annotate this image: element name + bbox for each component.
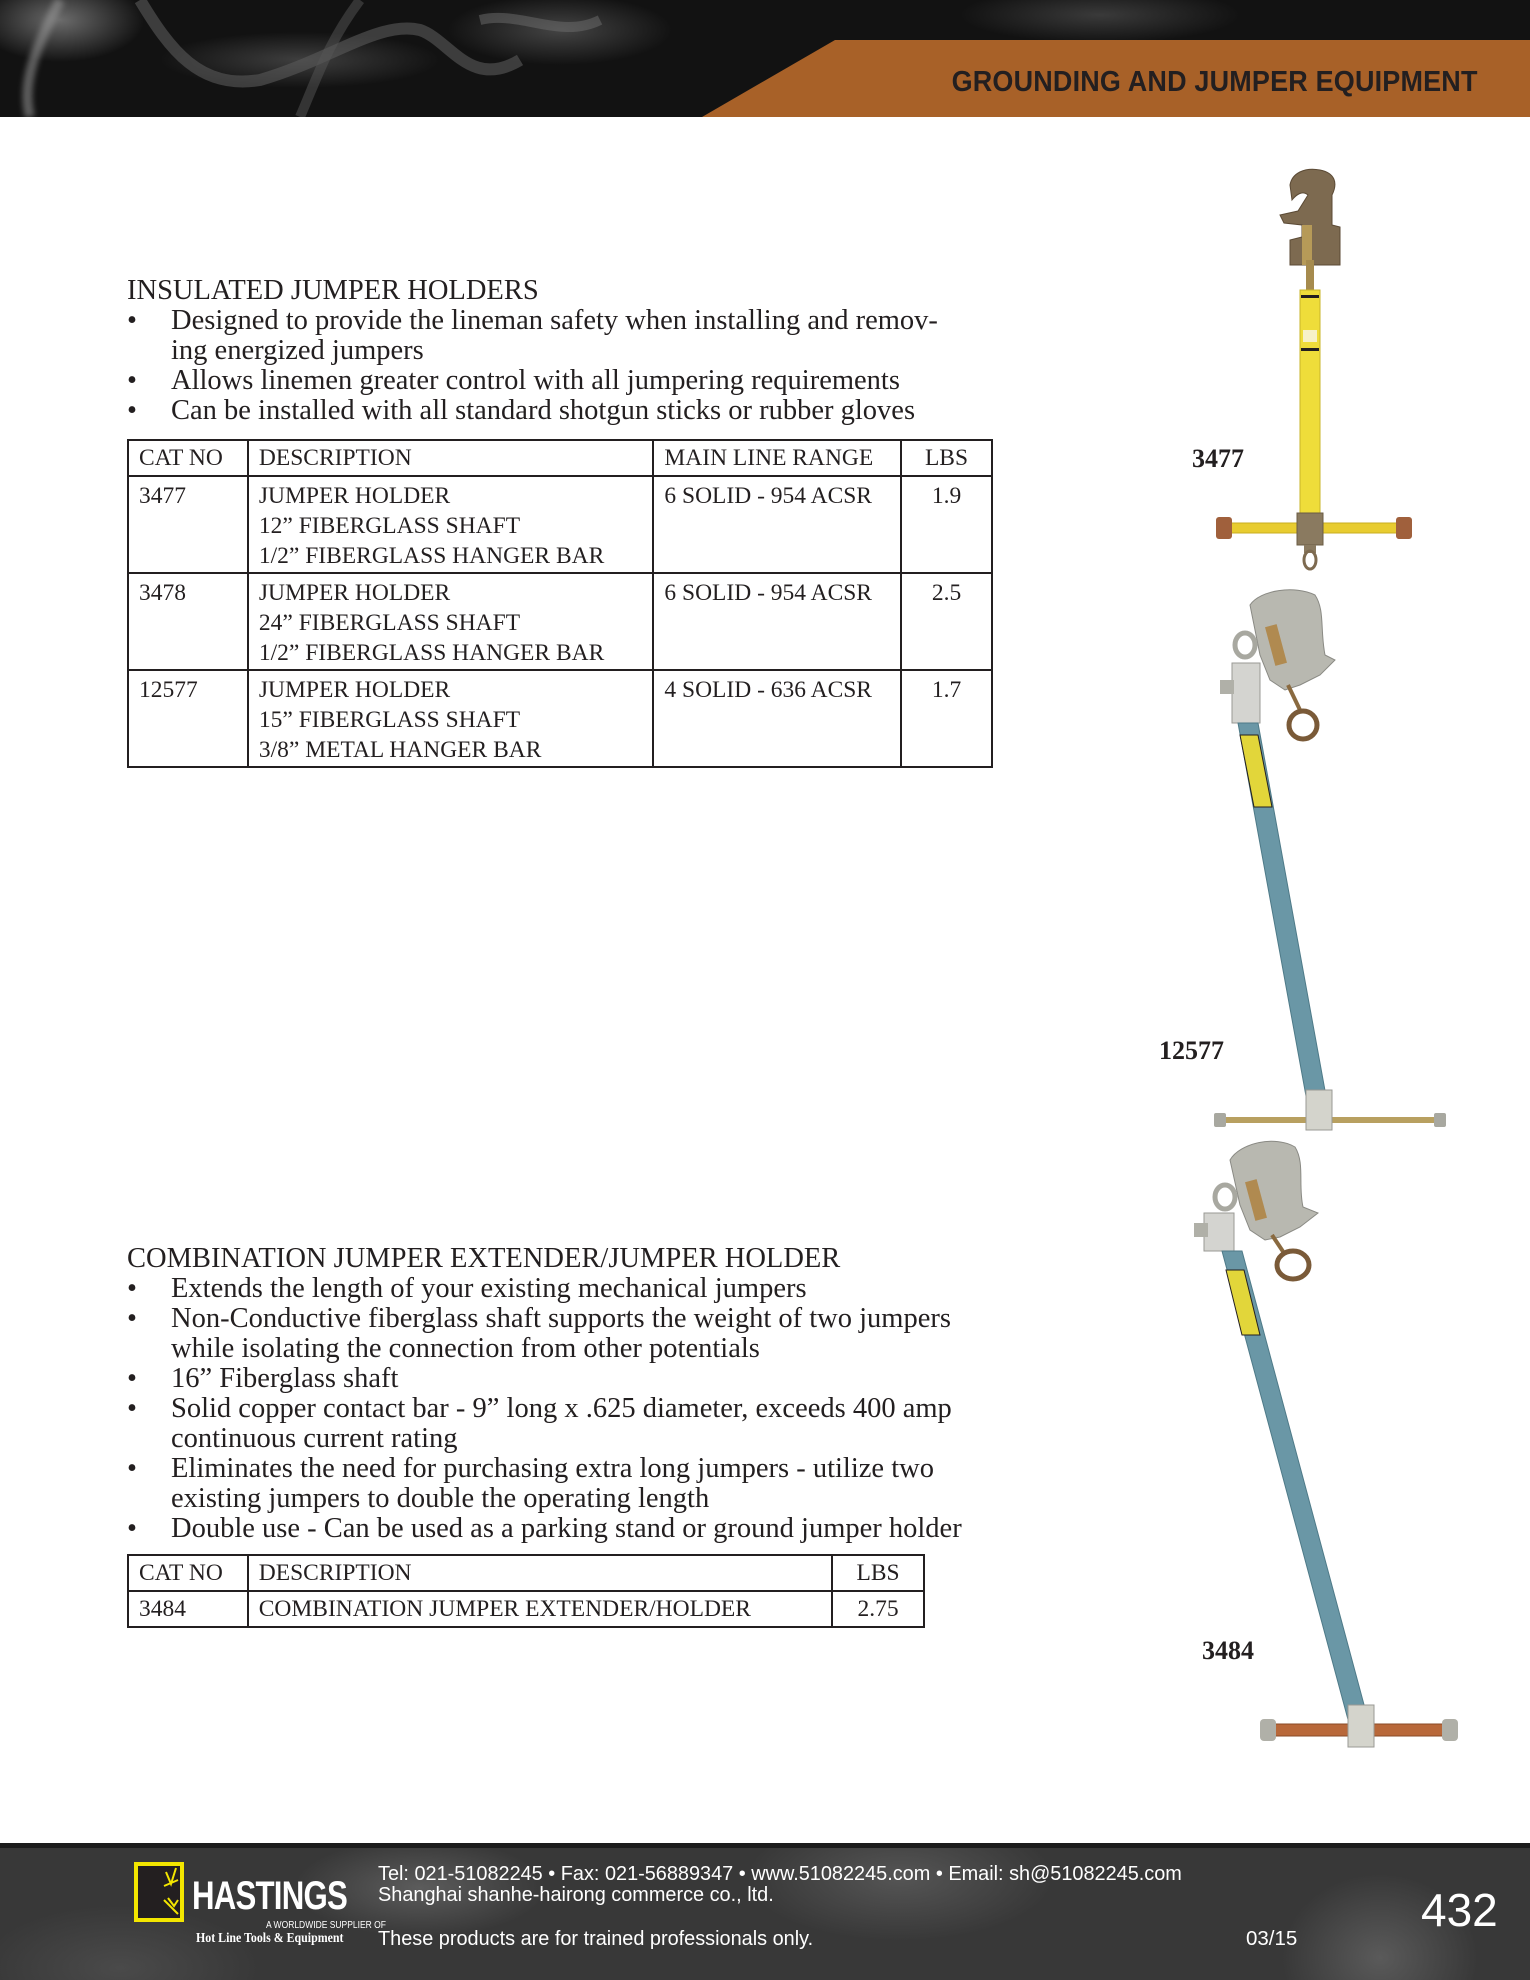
product-label-3484: 3484 (1202, 1636, 1254, 1665)
cat-no-cell: 12577 (128, 670, 248, 767)
list-item-text: Eliminates the need for purchasing extra long jumpers - utilize two (171, 1453, 934, 1484)
list-item (127, 1514, 1027, 1544)
table-header-row (128, 440, 992, 476)
list-item-text: continuous current rating (171, 1423, 458, 1454)
description-cell: COMBINATION JUMPER EXTENDER/HOLDER (248, 1591, 832, 1627)
bullet-icon: • (127, 1303, 137, 1334)
product-label-12577: 12577 (1159, 1036, 1224, 1065)
bullet-icon: • (127, 1453, 137, 1484)
product-image-12577 (1200, 585, 1460, 1145)
lbs-cell: 1.7 (901, 670, 992, 767)
description-line: JUMPER HOLDER (258, 483, 451, 509)
page-footer (0, 1843, 1530, 1980)
list-item-text: 16” Fiberglass shaft (171, 1363, 399, 1394)
lbs-cell: 2.5 (901, 573, 992, 670)
description-cell (248, 573, 653, 670)
lbs-cell: 2.75 (832, 1591, 924, 1627)
column-header-main-line-range: MAIN LINE RANGE (653, 440, 901, 476)
page-number: 432 (1421, 1884, 1498, 1936)
description-line: JUMPER HOLDER (258, 677, 451, 703)
list-item-text: Double use - Can be used as a parking stand or ground jumper holder (171, 1513, 962, 1544)
description-cell (248, 670, 653, 767)
list-item-text: Extends the length of your existing mechanical jumpers (171, 1273, 807, 1304)
table-row (128, 573, 992, 670)
list-item-text: Designed to provide the lineman safety when installing and remov- (171, 305, 938, 336)
logo-tagline-secondary: Hot Line Tools & Equipment (196, 1931, 344, 1946)
column-header-cat-no: CAT NO (128, 1555, 248, 1591)
description-line: 12” FIBERGLASS SHAFT (258, 513, 521, 539)
main-line-range-cell: 4 SOLID - 636 ACSR (653, 670, 901, 767)
section-title-combination-jumper-extender: COMBINATION JUMPER EXTENDER/JUMPER HOLDER (127, 1243, 841, 1274)
list-item-text: ing energized jumpers (171, 335, 424, 366)
date-code: 03/15 (1246, 1927, 1298, 1950)
list-item (127, 1274, 1027, 1304)
column-header-cat-no: CAT NO (128, 440, 248, 476)
cat-no-cell: 3477 (128, 476, 248, 573)
description-line: 3/8” METAL HANGER BAR (258, 737, 542, 763)
description-line: 1/2” FIBERGLASS HANGER BAR (258, 543, 605, 569)
list-item-text: while isolating the connection from other potentials (171, 1333, 760, 1364)
section-category-title: GROUNDING AND JUMPER EQUIPMENT (951, 66, 1478, 98)
list-item (127, 366, 1027, 396)
list-item-text: existing jumpers to double the operating length (171, 1483, 710, 1514)
main-line-range-cell: 6 SOLID - 954 ACSR (653, 476, 901, 573)
lightning-h-icon (138, 1866, 180, 1918)
logo-tagline: A WORLDWIDE SUPPLIER OF (266, 1920, 386, 1931)
description-line: JUMPER HOLDER (258, 580, 451, 606)
list-item (127, 1364, 1027, 1394)
main-line-range-cell: 6 SOLID - 954 ACSR (653, 573, 901, 670)
spec-table-combination-jumper-extender (127, 1554, 925, 1628)
bullet-icon: • (127, 1513, 137, 1544)
bullet-icon: • (127, 365, 137, 396)
bullet-icon: • (127, 1363, 137, 1394)
bullet-icon: • (127, 1273, 137, 1304)
column-header-description: DESCRIPTION (248, 440, 653, 476)
hastings-logo-mark (134, 1862, 184, 1922)
bullet-icon: • (127, 1393, 137, 1424)
header-section-tab (0, 0, 1530, 117)
list-item-text: Solid copper contact bar - 9” long x .625 diameter, exceeds 400 amp (171, 1393, 952, 1424)
column-header-description: DESCRIPTION (248, 1555, 832, 1591)
column-header-lbs: LBS (901, 440, 992, 476)
column-header-lbs: LBS (832, 1555, 924, 1591)
list-item-text: Non-Conductive fiberglass shaft supports the weight of two jumpers (171, 1303, 951, 1334)
feature-list-insulated-jumper-holders (127, 306, 1027, 426)
list-item-text: Can be installed with all standard shotgun sticks or rubber gloves (171, 395, 916, 426)
safety-disclaimer: These products are for trained professionals only. (378, 1927, 814, 1950)
yellow-fiberglass-shaft (1300, 290, 1320, 515)
cat-no-cell: 3478 (128, 573, 248, 670)
list-item (127, 396, 1027, 426)
cat-no-cell: 3484 (128, 1591, 248, 1627)
table-row (128, 670, 992, 767)
page-header (0, 0, 1530, 117)
list-item (127, 1394, 1027, 1454)
spec-table-insulated-jumper-holders (127, 439, 993, 768)
lbs-cell: 1.9 (901, 476, 992, 573)
table-header-row (128, 1555, 924, 1591)
bullet-icon: • (127, 395, 137, 426)
list-item (127, 1454, 1027, 1514)
description-line: 24” FIBERGLASS SHAFT (258, 610, 521, 636)
list-item (127, 1304, 1027, 1364)
hastings-logo-text: HASTINGS (192, 1874, 347, 1918)
product-image-3477 (1180, 165, 1440, 605)
contact-info: Tel: 021-51082245 • Fax: 021-56889347 • www.51082245.com • Email: sh@51082245.com (378, 1862, 1182, 1885)
description-cell (248, 476, 653, 573)
company-name: Shanghai shanhe-hairong commerce co., ltd. (378, 1883, 774, 1906)
list-item (127, 306, 1027, 366)
table-row (128, 476, 992, 573)
description-line: 15” FIBERGLASS SHAFT (258, 707, 521, 733)
section-title-insulated-jumper-holders: INSULATED JUMPER HOLDERS (127, 275, 539, 306)
table-row (128, 1591, 924, 1627)
description-line: 1/2” FIBERGLASS HANGER BAR (258, 640, 605, 666)
bullet-icon: • (127, 305, 137, 336)
feature-list-combination-jumper-extender (127, 1274, 1027, 1544)
product-label-3477: 3477 (1192, 444, 1244, 473)
list-item-text: Allows linemen greater control with all jumpering requirements (171, 365, 900, 396)
